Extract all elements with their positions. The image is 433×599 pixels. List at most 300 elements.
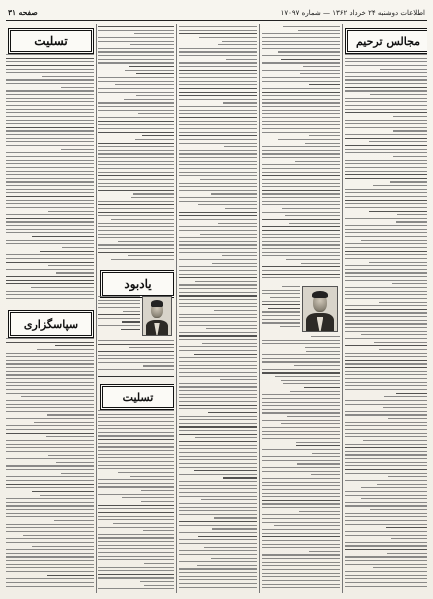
text-line xyxy=(262,565,340,566)
text-line xyxy=(131,197,174,198)
text-line xyxy=(179,190,257,191)
text-line xyxy=(98,208,174,209)
text-line xyxy=(306,351,340,352)
text-line xyxy=(98,508,174,509)
text-line xyxy=(98,567,174,568)
text-line xyxy=(285,215,340,216)
text-line xyxy=(393,156,427,157)
text-line xyxy=(345,152,427,153)
text-line xyxy=(6,549,94,550)
text-line xyxy=(286,259,340,260)
text-line xyxy=(262,274,340,275)
text-line xyxy=(98,325,140,326)
text-line xyxy=(262,270,340,271)
text-line xyxy=(98,26,174,27)
text-line xyxy=(262,434,340,435)
text-line xyxy=(6,560,94,561)
text-line xyxy=(32,491,94,492)
text-line xyxy=(179,124,257,125)
text-line xyxy=(262,427,340,428)
text-line xyxy=(262,340,340,341)
text-line xyxy=(98,314,140,315)
text-line xyxy=(345,127,427,128)
text-line xyxy=(34,422,94,423)
text-line xyxy=(179,572,257,573)
text-line xyxy=(345,236,427,237)
text-line xyxy=(6,527,94,528)
text-line xyxy=(6,156,94,157)
text-line xyxy=(345,469,427,470)
text-line xyxy=(61,149,94,150)
text-line xyxy=(98,223,174,224)
text-line xyxy=(118,472,174,473)
text-line xyxy=(6,542,94,543)
text-line xyxy=(345,229,427,230)
text-line xyxy=(6,393,94,394)
text-line xyxy=(6,152,94,153)
text-line xyxy=(396,221,427,222)
text-line xyxy=(194,470,257,471)
text-line xyxy=(262,175,340,176)
text-line xyxy=(345,458,427,459)
text-line xyxy=(98,527,174,528)
text-line xyxy=(98,559,174,560)
text-line xyxy=(61,473,94,474)
text-line xyxy=(298,30,340,31)
text-line xyxy=(6,433,94,434)
text-line xyxy=(282,208,341,209)
text-line xyxy=(262,132,340,133)
text-line xyxy=(6,94,94,95)
text-line xyxy=(345,524,427,525)
text-line xyxy=(262,62,340,63)
text-line xyxy=(262,315,300,316)
text-line xyxy=(6,69,94,70)
text-line xyxy=(262,102,340,103)
column-news xyxy=(179,24,257,593)
text-line xyxy=(6,283,94,284)
text-line xyxy=(345,433,427,434)
text-line xyxy=(226,59,257,60)
text-line xyxy=(144,563,174,564)
text-line xyxy=(345,520,427,521)
text-line xyxy=(179,448,257,449)
text-line xyxy=(311,336,340,337)
text-line xyxy=(6,378,94,379)
text-line xyxy=(6,586,94,587)
text-line xyxy=(345,480,427,481)
text-line xyxy=(345,425,427,426)
text-line xyxy=(179,284,257,285)
text-line xyxy=(179,434,257,435)
text-line xyxy=(98,443,174,444)
text-line xyxy=(383,407,427,408)
text-line xyxy=(6,101,94,102)
text-line xyxy=(377,484,427,485)
text-line xyxy=(194,354,257,355)
text-line xyxy=(138,113,174,114)
text-line xyxy=(262,482,340,483)
text-line xyxy=(379,349,427,350)
text-line xyxy=(6,181,94,182)
text-line xyxy=(345,367,427,368)
text-line xyxy=(262,460,340,461)
text-line xyxy=(262,164,340,165)
text-line xyxy=(179,365,257,366)
text-line xyxy=(179,539,257,540)
text-line xyxy=(129,66,174,67)
text-line xyxy=(222,41,257,42)
text-line xyxy=(98,252,174,253)
text-line xyxy=(345,422,427,423)
text-line xyxy=(40,251,94,252)
text-line xyxy=(6,243,94,244)
text-line xyxy=(197,565,257,566)
divider xyxy=(98,376,174,377)
text-block xyxy=(98,410,174,593)
text-line xyxy=(179,132,257,133)
text-line xyxy=(278,51,340,52)
text-line xyxy=(6,112,94,113)
text-line xyxy=(391,538,427,539)
text-line xyxy=(6,571,94,572)
text-line xyxy=(179,139,257,140)
text-line xyxy=(211,193,257,194)
text-line xyxy=(345,280,427,281)
text-line xyxy=(122,497,174,498)
text-line xyxy=(6,480,94,481)
text-line xyxy=(6,167,94,168)
text-line xyxy=(98,30,174,31)
text-line xyxy=(262,558,340,559)
text-line xyxy=(345,287,427,288)
text-line xyxy=(345,58,427,59)
text-line xyxy=(179,81,257,82)
text-line xyxy=(179,77,257,78)
text-line xyxy=(262,190,340,191)
text-line xyxy=(179,113,257,114)
text-line xyxy=(179,175,257,176)
text-line xyxy=(125,70,174,71)
text-line xyxy=(361,334,427,335)
text-line xyxy=(345,200,427,201)
text-line xyxy=(200,179,257,180)
text-block xyxy=(262,26,340,282)
text-line xyxy=(6,203,94,204)
text-line xyxy=(179,376,257,377)
text-line xyxy=(98,132,174,133)
text-line xyxy=(283,383,340,384)
text-line xyxy=(42,76,94,77)
text-line xyxy=(115,84,174,85)
text-line xyxy=(179,474,257,475)
text-line xyxy=(6,72,94,73)
text-line xyxy=(179,332,257,333)
text-line xyxy=(262,41,340,42)
text-line xyxy=(345,516,427,517)
text-line xyxy=(179,110,257,111)
text-line xyxy=(345,316,427,317)
text-line xyxy=(179,543,257,544)
text-line xyxy=(345,549,427,550)
text-line xyxy=(98,153,174,154)
text-line xyxy=(98,117,174,118)
text-line xyxy=(303,66,340,67)
text-line xyxy=(299,511,340,512)
text-line xyxy=(345,189,427,190)
text-line xyxy=(345,414,427,415)
text-line xyxy=(179,314,257,315)
text-line xyxy=(223,102,257,103)
text-line xyxy=(129,347,174,348)
text-line xyxy=(98,425,174,426)
text-line xyxy=(179,357,257,358)
text-line xyxy=(262,128,340,129)
text-line xyxy=(98,486,174,487)
text-line xyxy=(297,463,340,464)
text-line xyxy=(262,358,340,359)
text-line xyxy=(98,77,174,78)
text-line xyxy=(179,266,257,267)
text-line xyxy=(262,322,300,323)
text-line xyxy=(141,501,174,502)
text-line xyxy=(262,124,340,125)
text-line xyxy=(179,66,257,67)
text-line xyxy=(280,326,300,327)
text-line xyxy=(6,556,94,557)
text-line xyxy=(143,530,174,531)
text-line xyxy=(6,134,94,135)
text-line xyxy=(6,127,94,128)
text-line xyxy=(274,525,340,526)
text-line xyxy=(222,255,257,256)
text-line xyxy=(179,288,257,289)
text-line xyxy=(345,269,427,270)
text-line xyxy=(179,226,257,227)
text-line xyxy=(345,54,427,55)
text-line xyxy=(345,225,427,226)
text-line xyxy=(214,310,257,311)
text-line xyxy=(6,214,94,215)
text-line xyxy=(262,252,340,253)
text-line xyxy=(179,215,257,216)
portrait-photo xyxy=(302,286,338,332)
text-line xyxy=(179,277,257,278)
text-line xyxy=(202,343,257,344)
text-line xyxy=(98,37,174,38)
text-block xyxy=(262,336,340,592)
text-line xyxy=(6,360,94,361)
text-line xyxy=(179,121,257,122)
text-line xyxy=(262,431,340,432)
text-line xyxy=(98,541,174,542)
text-line xyxy=(179,372,257,373)
text-line xyxy=(6,200,94,201)
text-line xyxy=(262,580,340,581)
text-line xyxy=(262,500,340,501)
text-line xyxy=(262,412,340,413)
text-line xyxy=(48,265,94,266)
text-line xyxy=(388,476,427,477)
text-line xyxy=(179,503,257,504)
text-line xyxy=(262,569,340,570)
text-line xyxy=(179,587,257,588)
text-line xyxy=(275,376,340,377)
text-line xyxy=(6,363,94,364)
text-line xyxy=(179,241,257,242)
text-line xyxy=(98,362,174,363)
text-line xyxy=(6,367,94,368)
column-yadbud xyxy=(98,24,174,593)
text-line xyxy=(179,157,257,158)
text-line xyxy=(98,106,174,107)
text-line xyxy=(262,456,340,457)
text-line xyxy=(123,311,140,312)
text-line xyxy=(133,193,174,194)
text-line xyxy=(262,146,340,147)
text-line xyxy=(179,26,257,27)
text-line xyxy=(6,120,94,121)
text-line xyxy=(21,396,94,397)
text-line xyxy=(345,160,427,161)
text-line xyxy=(305,143,340,144)
text-line xyxy=(6,509,94,510)
text-line xyxy=(46,436,94,437)
text-line xyxy=(345,385,427,386)
text-line xyxy=(369,211,427,212)
text-line xyxy=(270,297,300,298)
text-line xyxy=(98,303,140,304)
text-line xyxy=(262,493,340,494)
text-line xyxy=(262,518,340,519)
text-line xyxy=(48,211,94,212)
text-line xyxy=(345,138,427,139)
text-line xyxy=(98,516,174,517)
text-line xyxy=(98,48,174,49)
text-block xyxy=(98,340,174,374)
text-line xyxy=(98,548,174,549)
text-line xyxy=(179,73,257,74)
text-line xyxy=(98,318,140,319)
text-line xyxy=(98,143,174,144)
text-line xyxy=(179,244,257,245)
text-line xyxy=(179,532,257,533)
text-line xyxy=(6,225,94,226)
text-line xyxy=(98,570,174,571)
text-line xyxy=(345,312,427,313)
text-line xyxy=(98,51,174,52)
text-line xyxy=(345,265,427,266)
text-line xyxy=(98,124,174,125)
text-line xyxy=(179,463,257,464)
text-line xyxy=(179,550,257,551)
text-line xyxy=(98,355,174,356)
text-line xyxy=(98,175,174,176)
text-line xyxy=(179,346,257,347)
text-line xyxy=(179,481,257,482)
text-line xyxy=(6,440,94,441)
text-line xyxy=(6,418,94,419)
text-line xyxy=(98,556,174,557)
text-line xyxy=(345,404,427,405)
text-line xyxy=(98,186,174,187)
text-line xyxy=(278,139,340,140)
portrait-photo xyxy=(142,296,172,336)
text-line xyxy=(179,303,257,304)
text-line xyxy=(262,576,340,577)
text-line xyxy=(179,88,257,89)
text-line xyxy=(6,269,94,270)
text-line xyxy=(345,123,427,124)
text-line xyxy=(6,116,94,117)
text-line xyxy=(218,44,257,45)
text-line xyxy=(6,516,94,517)
text-line xyxy=(179,510,257,511)
text-line xyxy=(6,298,94,299)
column-rule xyxy=(259,24,260,593)
text-line xyxy=(262,230,340,231)
text-line xyxy=(379,302,427,303)
text-line xyxy=(6,531,94,532)
text-line xyxy=(345,145,427,146)
text-line xyxy=(262,37,340,38)
heading-yadbud: یادبود xyxy=(100,270,174,298)
text-line xyxy=(262,244,340,245)
text-line xyxy=(345,298,427,299)
text-line xyxy=(6,54,94,55)
text-line xyxy=(262,77,340,78)
text-line xyxy=(98,59,174,60)
text-line xyxy=(6,538,94,539)
text-line xyxy=(179,397,257,398)
text-line xyxy=(345,495,427,496)
text-line xyxy=(136,95,174,96)
text-line xyxy=(345,254,427,255)
text-line xyxy=(98,414,174,415)
text-line xyxy=(98,237,174,238)
text-line xyxy=(98,179,174,180)
text-line xyxy=(179,183,257,184)
text-line xyxy=(98,461,174,462)
text-line xyxy=(345,444,427,445)
text-line xyxy=(134,33,174,34)
text-line xyxy=(345,109,427,110)
text-line xyxy=(6,389,94,390)
text-line xyxy=(262,394,340,395)
text-line xyxy=(6,338,94,339)
text-line xyxy=(98,146,174,147)
text-line xyxy=(113,523,174,524)
text-line xyxy=(98,204,174,205)
text-line xyxy=(32,236,94,237)
text-line xyxy=(345,203,427,204)
text-line xyxy=(345,353,427,354)
text-line xyxy=(118,241,174,242)
text-line xyxy=(370,94,427,95)
text-line xyxy=(179,445,257,446)
text-line xyxy=(262,369,340,370)
text-block xyxy=(6,54,94,304)
text-line xyxy=(262,193,340,194)
text-line xyxy=(6,553,94,554)
text-line xyxy=(98,417,174,418)
text-line xyxy=(140,581,174,582)
text-line xyxy=(179,92,257,93)
text-line xyxy=(345,171,427,172)
text-line xyxy=(345,491,427,492)
text-line xyxy=(262,485,340,486)
text-line xyxy=(98,577,174,578)
